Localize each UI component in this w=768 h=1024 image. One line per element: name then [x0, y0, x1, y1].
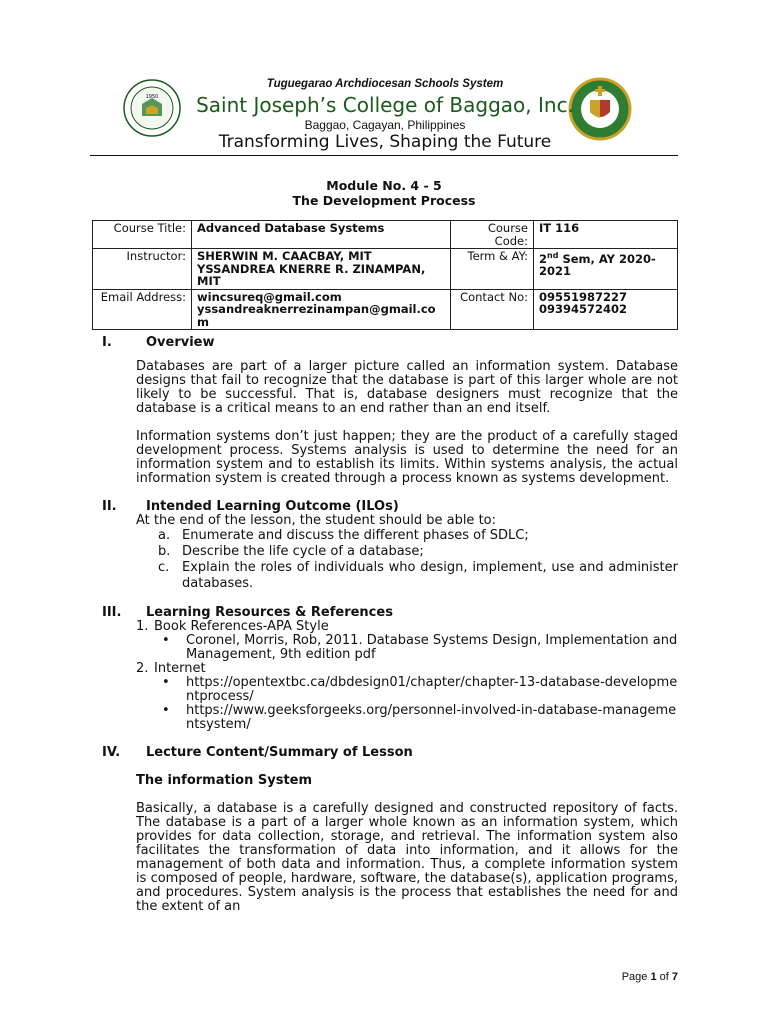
college-name: Saint Joseph’s College of Baggao, Inc. — [196, 93, 574, 117]
list-item — [136, 620, 678, 634]
table-row — [93, 221, 678, 249]
contact-value — [534, 289, 678, 330]
list-item — [136, 560, 678, 592]
list-item — [156, 676, 678, 704]
instructor-label: Instructor: — [93, 249, 192, 290]
term-value — [534, 249, 678, 290]
course-title-label: Course Title: — [93, 221, 192, 249]
list-marker: 2. — [136, 661, 149, 676]
table-row — [93, 249, 678, 290]
email-value — [192, 289, 451, 330]
term-number: 2 — [539, 251, 548, 266]
page-word: Page — [621, 971, 651, 983]
instructor-value — [192, 249, 451, 290]
module-number: Module No. 4 - 5 — [326, 178, 442, 193]
module-heading — [90, 178, 678, 208]
subsection-title: The information System — [136, 773, 313, 788]
overview-paragraph-1: Databases are part of a larger picture called an information system. Database designs that fail to recognize that the database is part of this larger whole are not likely to be successful. That is, database designers must recognize that the database is a critical means to an end rather than an end itself. — [136, 359, 678, 416]
ilo-list — [136, 528, 678, 592]
list-item — [136, 662, 678, 676]
section-title: Intended Learning Outcome (ILOs) — [146, 499, 399, 514]
list-marker: 1. — [136, 619, 149, 634]
section-title: Learning Resources & References — [146, 605, 393, 620]
page-current: 1 — [650, 971, 657, 983]
college-tagline: Transforming Lives, Shaping the Future — [218, 132, 552, 152]
letterhead — [90, 76, 680, 156]
table-row — [93, 289, 678, 330]
page-footer — [622, 971, 678, 983]
list-item — [156, 634, 678, 662]
list-item — [136, 528, 678, 544]
module-title: The Development Process — [292, 193, 476, 208]
list-item — [156, 704, 678, 732]
contact-number-2: 09394572402 — [539, 302, 628, 316]
term-rest: Sem, AY 2020-2021 — [539, 251, 656, 279]
bullet-icon: • — [162, 633, 170, 648]
term-ordinal-suffix: nd — [547, 251, 559, 260]
list-marker: a. — [158, 528, 171, 543]
section-heading-ilos — [92, 500, 678, 514]
section-number: I. — [102, 335, 112, 350]
instructor-name-2: YSSANDREA KNERRE R. ZINAMPAN, MIT — [197, 261, 426, 288]
section-number: II. — [102, 499, 117, 514]
list-marker: c. — [158, 560, 170, 575]
list-marker: b. — [158, 544, 171, 559]
section-number: III. — [102, 605, 122, 620]
list-item-text: Book References-APA Style — [154, 619, 329, 634]
contact-number-1: 09551987227 — [539, 289, 628, 304]
book-reference: Coronel, Morris, Rob, 2011. Database Systems Design, Implementation and Management, 9th edition pdf — [186, 633, 678, 662]
course-code-value: IT 116 — [534, 221, 678, 249]
email-1: wincsureq@gmail.com — [197, 289, 342, 304]
section-title: Overview — [146, 335, 215, 350]
list-item-text: Internet — [154, 661, 206, 676]
ilo-intro: At the end of the lesson, the student should be able to: — [136, 513, 496, 528]
email-label: Email Address: — [93, 289, 192, 330]
term-label: Term & AY: — [451, 249, 534, 290]
reference-link[interactable]: https://opentextbc.ca/dbdesign01/chapter/chapter-13-database-developmentprocess/ — [186, 675, 678, 704]
section-heading-resources — [92, 606, 678, 620]
bullet-icon: • — [162, 675, 170, 690]
instructor-name-1: SHERWIN M. CAACBAY, MIT — [197, 249, 372, 263]
email-2: yssandreaknerrezinampan@gmail.com — [197, 302, 436, 329]
school-system-name: Tuguegarao Archdiocesan Schools System — [266, 78, 504, 90]
bullet-icon: • — [162, 703, 170, 718]
overview-paragraph-2: Information systems don’t just happen; they are the product of a carefully staged development process. Systems analysis is used to determine the need for an information system and to establish its limits. Within systems analysis, the actual information system is created through a process known as systems development. — [136, 429, 678, 486]
list-item-text: Explain the roles of individuals who design, implement, use and administer databases. — [182, 560, 678, 591]
contact-label: Contact No: — [451, 289, 534, 330]
list-item — [136, 544, 678, 560]
college-location: Baggao, Cagayan, Philippines — [304, 118, 466, 132]
list-item-text: Enumerate and discuss the different phases of SDLC; — [182, 528, 529, 543]
section-title: Lecture Content/Summary of Lesson — [146, 745, 413, 760]
list-item-text: Describe the life cycle of a database; — [182, 544, 424, 559]
section-heading-overview — [92, 336, 678, 350]
seal-year: 1950 — [145, 94, 159, 100]
lecture-paragraph-1: Basically, a database is a carefully designed and constructed repository of facts. The database is a part of a larger whole known as an information system, which provides for data collection, storage, and retrieval. The information system also facilitates the transformation of data into information, and it allows for the management of both data and information. Thus, a complete information system is composed of people, hardware, software, the database(s), application programs, and procedures. System analysis is the process that establishes the need for and the extent of an — [136, 801, 678, 914]
course-title-value: Advanced Database Systems — [192, 221, 451, 249]
course-info-table — [92, 220, 678, 330]
page-total: 7 — [671, 971, 678, 983]
header-divider — [90, 155, 678, 156]
course-code-label: Course Code: — [451, 221, 534, 249]
module-body — [92, 336, 678, 914]
reference-link[interactable]: https://www.geeksforgeeks.org/personnel-involved-in-database-managementsystem/ — [186, 703, 677, 732]
section-number: IV. — [102, 745, 121, 760]
page-of-word: of — [656, 971, 672, 983]
section-heading-lecture — [92, 746, 678, 760]
